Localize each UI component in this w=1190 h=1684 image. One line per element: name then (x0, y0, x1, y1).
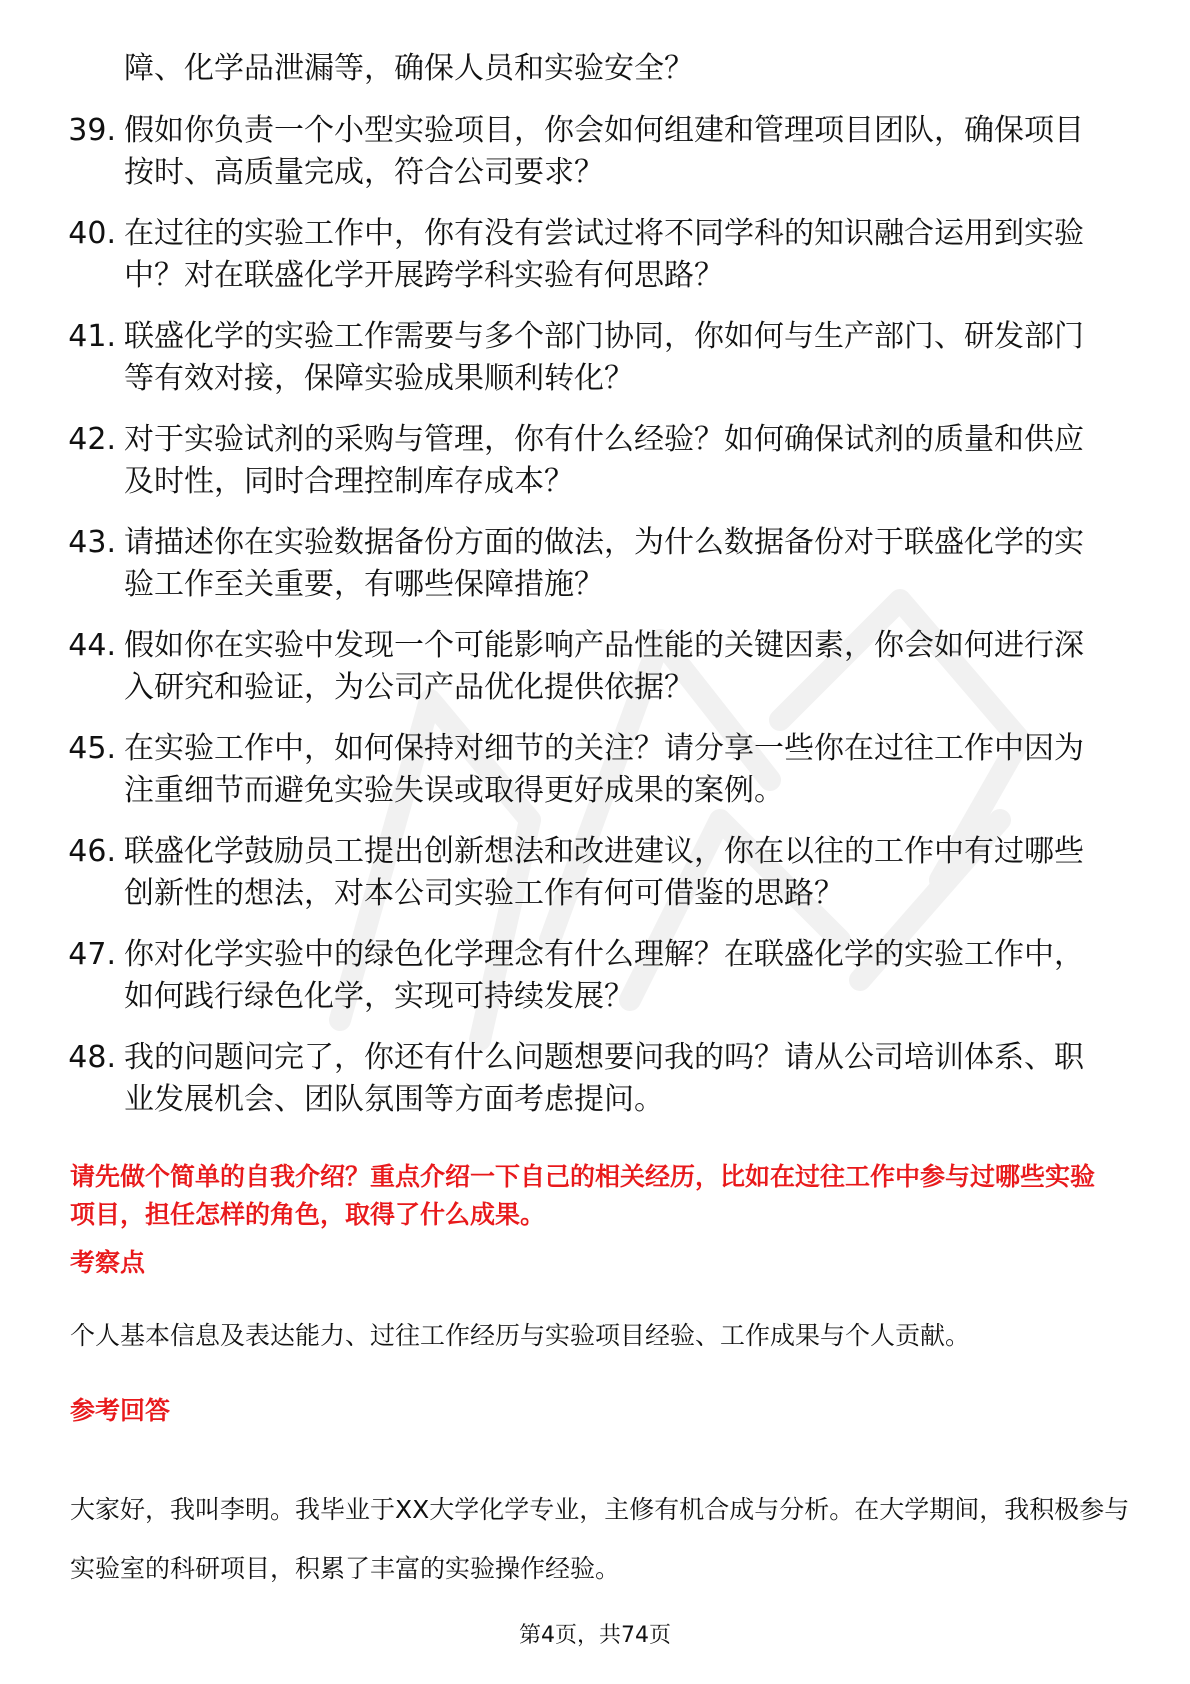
question-text: 请描述你在实验数据备份方面的做法，为什么数据备份对于联盛化学的实验工作至关重要，有哪些保障措施？ (124, 525, 1084, 602)
question-number: 46. (68, 834, 116, 869)
question-list (0, 110, 1104, 1140)
list-item (0, 1037, 1104, 1121)
question-number: 42. (68, 422, 116, 457)
question-text: 联盛化学鼓励员工提出创新想法和改进建议，你在以往的工作中有过哪些创新性的想法，对本公司实验工作有何可借鉴的思路？ (124, 834, 1084, 911)
question-text: 假如你负责一个小型实验项目，你会如何组建和管理项目团队，确保项目按时、高质量完成，符合公司要求？ (124, 113, 1084, 190)
question-number: 48. (68, 1040, 116, 1075)
question-text: 我的问题问完了，你还有什么问题想要问我的吗？请从公司培训体系、职业发展机会、团队氛围等方面考虑提问。 (124, 1040, 1084, 1117)
list-item (0, 419, 1104, 503)
question-number: 43. (68, 525, 116, 560)
question-text: 联盛化学的实验工作需要与多个部门协同，你如何与生产部门、研发部门等有效对接，保障实验成果顺利转化？ (124, 319, 1084, 396)
list-item (0, 934, 1104, 1018)
question-number: 41. (68, 319, 116, 354)
list-item (0, 110, 1104, 194)
list-item (0, 316, 1104, 400)
question-text: 在过往的实验工作中，你有没有尝试过将不同学科的知识融合运用到实验中？对在联盛化学开展跨学科实验有何思路？ (124, 216, 1084, 293)
question-number: 40. (68, 216, 116, 251)
question-text: 假如你在实验中发现一个可能影响产品性能的关键因素，你会如何进行深入研究和验证，为公司产品优化提供依据？ (124, 628, 1084, 705)
question-text: 在实验工作中，如何保持对细节的关注？请分享一些你在过往工作中因为注重细节而避免实验失误或取得更好成果的案例。 (124, 731, 1084, 808)
continuation-text: 障、化学品泄漏等，确保人员和实验安全？ (124, 51, 694, 86)
question-text: 对于实验试剂的采购与管理，你有什么经验？如何确保试剂的质量和供应及时性，同时合理控制库存成本？ (124, 422, 1084, 499)
highlight-question: 请先做个简单的自我介绍？重点介绍一下自己的相关经历，比如在过往工作中参与过哪些实验项目，担任怎样的角色，取得了什么成果。 (70, 1162, 1096, 1229)
question-number: 44. (68, 628, 116, 663)
list-item (0, 831, 1104, 915)
list-item (0, 522, 1104, 606)
reference-text: 大家好，我叫李明。我毕业于XX大学化学专业，主修有机合成与分析。在大学期间，我积极参与实验室的科研项目，积累了丰富的实验操作经验。 (70, 1495, 1130, 1583)
examine-text: 个人基本信息及表达能力、过往工作经历与实验项目经验、工作成果与个人贡献。 (70, 1321, 971, 1350)
list-item (0, 213, 1104, 297)
list-item (0, 625, 1104, 709)
question-number: 47. (68, 937, 116, 972)
reference-label: 参考回答 (70, 1396, 171, 1425)
question-number: 45. (68, 731, 116, 766)
question-text: 你对化学实验中的绿色化学理念有什么理解？在联盛化学的实验工作中，如何践行绿色化学，实现可持续发展？ (124, 937, 1084, 1014)
question-number: 39. (68, 113, 116, 148)
page-footer: 第4页，共74页 (519, 1623, 671, 1648)
list-item (0, 728, 1104, 812)
examine-label: 考察点 (70, 1248, 146, 1277)
